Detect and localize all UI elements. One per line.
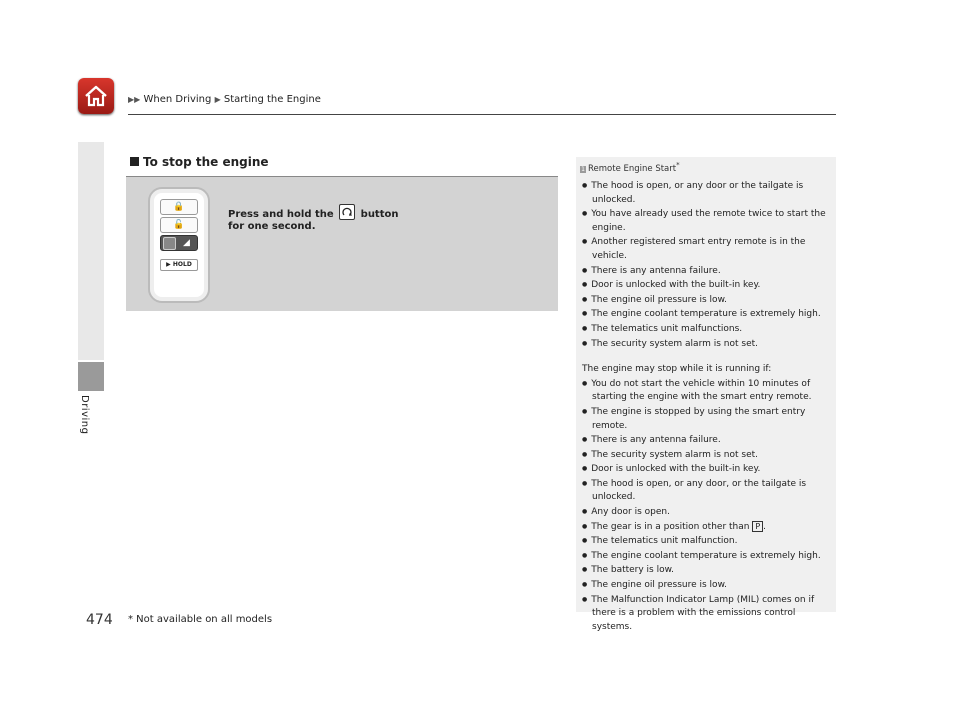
list-item: ● There is any antenna failure. bbox=[582, 433, 832, 448]
hold-button-icon: ▶ HOLD bbox=[160, 259, 198, 271]
list-item: ● Any door is open. bbox=[582, 505, 832, 520]
list-item: ● The gear is in a position other than P . bbox=[582, 520, 832, 535]
list-item: ● The telematics unit malfunctions. bbox=[582, 322, 832, 337]
side-tab-track bbox=[78, 142, 104, 360]
list-item: ● The Malfunction Indicator Lamp (MIL) comes on if there is a problem with the emissions control systems. bbox=[582, 593, 832, 635]
fob-instruction: Press and hold the button for one second. bbox=[228, 204, 398, 233]
list-item: ● The engine is stopped by using the smart entry remote. bbox=[582, 405, 832, 433]
list-item: ● Door is unlocked with the built-in key. bbox=[582, 462, 832, 477]
smart-entry-remote-illustration bbox=[148, 187, 210, 303]
breadcrumb-arrow-icon: ▶▶ bbox=[128, 95, 141, 104]
remote-engine-start-note bbox=[576, 157, 836, 632]
note-list-2 bbox=[582, 377, 832, 635]
breadcrumb-arrow-icon: ▶ bbox=[214, 95, 221, 104]
list-item: ● Door is unlocked with the built-in key. bbox=[582, 278, 832, 293]
side-tab-marker bbox=[78, 362, 104, 391]
note-intro-2: The engine may stop while it is running if: bbox=[582, 364, 772, 375]
footnote: * Not available on all models bbox=[128, 614, 273, 625]
list-item: ● The hood is open, or any door, or the tailgate is unlocked. bbox=[582, 477, 832, 505]
list-item: ● The engine oil pressure is low. bbox=[582, 578, 832, 593]
home-icon bbox=[83, 83, 109, 109]
list-item: ● Another registered smart entry remote is in the vehicle. bbox=[582, 235, 832, 263]
home-button[interactable] bbox=[78, 78, 114, 114]
remote-start-button-icon bbox=[160, 235, 198, 251]
list-item: ● The hood is open, or any door or the tailgate is unlocked. bbox=[582, 179, 832, 207]
list-item: ● The battery is low. bbox=[582, 563, 832, 578]
list-item: ● The engine coolant temperature is extremely high. bbox=[582, 549, 832, 564]
side-tab-label: Driving bbox=[79, 395, 90, 435]
park-position-symbol: P bbox=[752, 521, 763, 532]
note-list-1 bbox=[582, 179, 832, 351]
list-item: ● The security system alarm is not set. bbox=[582, 337, 832, 352]
list-item: ● You have already used the remote twice to start the engine. bbox=[582, 207, 832, 235]
list-item: ● The engine coolant temperature is extremely high. bbox=[582, 307, 832, 322]
list-item: ● The security system alarm is not set. bbox=[582, 448, 832, 463]
tailgate-icon: ◢ bbox=[183, 238, 190, 248]
section-heading: To stop the engine bbox=[130, 155, 269, 169]
list-item: ● You do not start the vehicle within 10 minutes of starting the engine with the smart entry remote. bbox=[582, 377, 832, 405]
square-bullet-icon bbox=[130, 157, 139, 166]
list-item: ● The engine oil pressure is low. bbox=[582, 293, 832, 308]
header-divider bbox=[128, 114, 836, 115]
note-body bbox=[582, 179, 832, 634]
breadcrumb-when-driving[interactable]: When Driving bbox=[143, 94, 212, 105]
remote-start-icon bbox=[339, 204, 355, 220]
fob-illustration-panel bbox=[126, 176, 558, 311]
list-item: ● There is any antenna failure. bbox=[582, 264, 832, 279]
page-number: 474 bbox=[86, 612, 113, 628]
unlock-button-icon: 🔓 bbox=[160, 217, 198, 233]
lock-button-icon: 🔒 bbox=[160, 199, 198, 215]
breadcrumb bbox=[128, 94, 321, 105]
breadcrumb-starting-engine[interactable]: Starting the Engine bbox=[223, 94, 321, 105]
list-item: ● The telematics unit malfunction. bbox=[582, 534, 832, 549]
note-title: 1 Remote Engine Start* bbox=[581, 160, 680, 174]
